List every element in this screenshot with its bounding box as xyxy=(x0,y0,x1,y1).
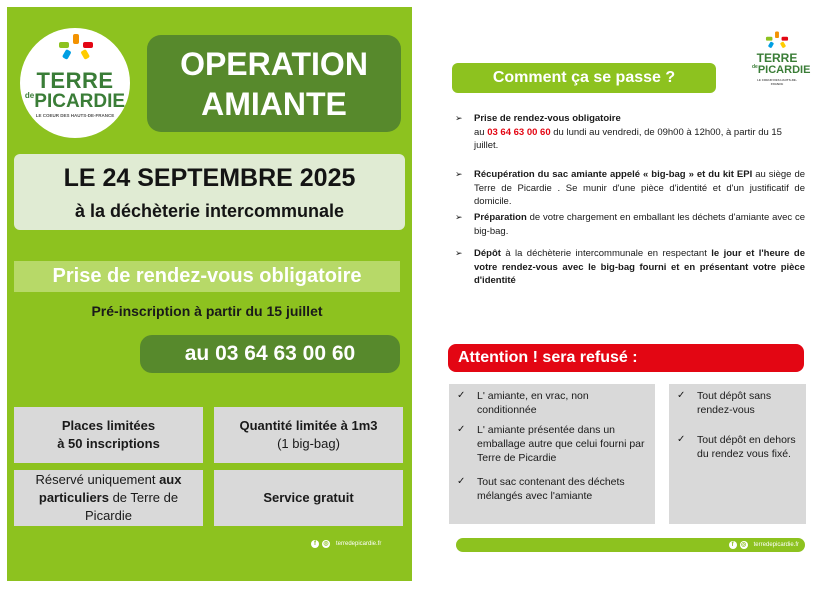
logo-small-terre: TERRE xyxy=(756,51,798,65)
arrow-bullet-icon: ➢ xyxy=(455,212,463,222)
event-location: à la déchèterie intercommunale xyxy=(74,201,345,221)
logo-small-picardie: $^{de}$PICARDIE xyxy=(752,64,811,76)
logo-star-icon xyxy=(56,32,96,62)
check-icon: ✓ xyxy=(677,434,686,445)
step-preparation: ➢ Préparation de votre chargement en emballant les déchets d'amiante avec ce big-bag. xyxy=(455,212,805,237)
instagram-icon[interactable]: ◎ xyxy=(323,541,329,547)
logo-star-icon-small xyxy=(764,30,790,50)
check-icon: ✓ xyxy=(457,476,466,487)
logo-word-terre: TERRE xyxy=(36,68,114,93)
facebook-icon[interactable]: f xyxy=(729,541,737,549)
left-footer xyxy=(311,540,381,548)
step-deposit: ➢ Dépôt à la déchèterie intercommunale en respectant le jour et l'heure de votre rendez-vous avec le big-bag fourni et en présentant votre pièce d'identité xyxy=(455,248,805,286)
check-icon: ✓ xyxy=(457,424,466,435)
preinscription-text: Pré-inscription à partir du 15 juillet xyxy=(91,303,323,319)
right-footer xyxy=(729,541,799,549)
attention-banner: Attention ! sera refusé : xyxy=(448,344,804,372)
refused-item: ✓ Tout dépôt en dehors du rendez vous fixé. xyxy=(677,434,796,460)
reserved-box: Réservé uniquement aux particuliers de Terre de Picardie xyxy=(14,470,203,526)
check-icon: ✓ xyxy=(457,390,466,401)
refused-item: ✓ Tout sac contenant des déchets mélangés avec l'amiante xyxy=(457,476,625,502)
logo-word-picardie: $^{de}$PICARDIE xyxy=(24,91,126,112)
title-line-2: AMIANTE xyxy=(201,86,347,122)
title-line-1: OPERATION xyxy=(180,46,368,82)
free-service-box: Service gratuit xyxy=(214,470,403,526)
terre-de-picardie-logo xyxy=(20,28,130,138)
places-limited-box: Places limitées à 50 inscriptions xyxy=(14,407,203,463)
left-footer-url[interactable]: terredepicardie.fr xyxy=(336,541,382,547)
terre-de-picardie-logo-small xyxy=(752,30,811,92)
arrow-bullet-icon: ➢ xyxy=(455,113,463,123)
refused-item: ✓ L' amiante, en vrac, non conditionnée xyxy=(457,390,589,416)
refused-list-right xyxy=(669,384,806,524)
quantity-limited-box: Quantité limitée à 1m3 (1 big-bag) xyxy=(214,407,403,463)
right-footer-bar xyxy=(456,538,805,552)
step-appointment: ➢ Prise de rendez-vous obligatoire au 03 64 63 00 60 du lundi au vendredi, de 09h00 à 12h00, à partir du 15 juillet. xyxy=(455,113,782,151)
refused-list-left xyxy=(449,384,655,524)
logo-small-tagline: LE COEUR DES HAUTS-DE-FRANCE xyxy=(757,78,797,86)
instagram-icon[interactable]: ◎ xyxy=(741,542,747,548)
how-it-works-banner: Comment ça se passe ? xyxy=(452,63,716,93)
logo-tagline: LE COEUR DES HAUTS-DE-FRANCE xyxy=(35,113,115,118)
refused-item: ✓ L' amiante présentée dans un emballage autre que celui fourni par Terre de Picardie xyxy=(457,424,645,464)
right-footer-url[interactable]: terredepicardie.fr xyxy=(753,542,799,548)
arrow-bullet-icon: ➢ xyxy=(455,248,463,258)
rdv-banner: Prise de rendez-vous obligatoire xyxy=(14,261,400,292)
step-pickup: ➢ Récupération du sac amiante appelé « big-bag » et du kit EPI au siège de Terre de Picardie . Se munir d'une pièce d'identité et d'un justificatif de domicile. xyxy=(455,169,806,207)
operation-title xyxy=(147,35,401,132)
event-date: LE 24 SEPTEMBRE 2025 xyxy=(63,164,356,192)
arrow-bullet-icon: ➢ xyxy=(455,169,463,179)
date-box xyxy=(14,154,405,230)
phone-number: au 03 64 63 00 60 xyxy=(140,335,400,373)
check-icon: ✓ xyxy=(677,390,686,401)
refused-item: ✓ Tout dépôt sans rendez-vous xyxy=(677,390,772,416)
facebook-icon[interactable]: f xyxy=(311,540,319,548)
